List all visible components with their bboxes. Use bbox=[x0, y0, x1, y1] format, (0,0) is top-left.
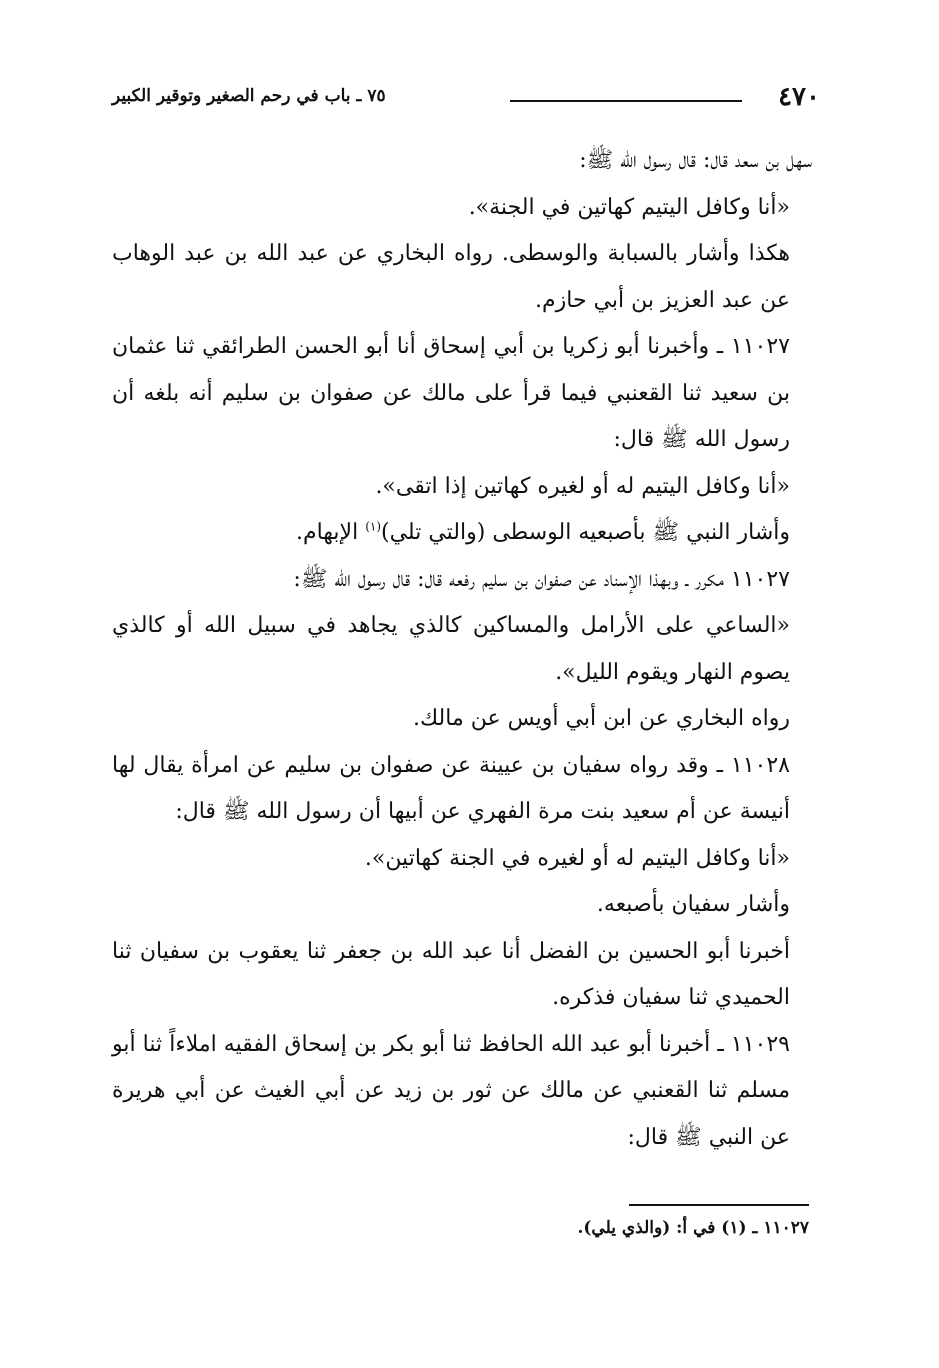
hadith-paragraph: ١١٠٢٩ ـ أخبرنا أبو عبد الله الحافظ ثنا أبو بكر بن إسحاق الفقيه املاءاً ثنا أبو مسلم ثنا القعنبي عن مالك عن ثور بن زيد عن أبي الغيث عن أبي هريرة عن النبي ﷺ قال: bbox=[112, 1031, 790, 1150]
paragraph: هكذا وأشار بالسبابة والوسطى. رواه البخاري عن عبد الله بن عبد الوهاب عن عبد العزيز بن أبي حازم. bbox=[112, 241, 790, 313]
paragraph: أخبرنا أبو الحسين بن الفضل أنا عبد الله بن جعفر ثنا يعقوب بن سفيان ثنا الحميدي ثنا سفيان فذكره. bbox=[112, 938, 790, 1010]
hadith-quote: «الساعي على الأرامل والمساكين كالذي يجاهد في سبيل الله أو كالذي يصوم النهار ويقوم الليل». bbox=[112, 613, 790, 685]
hadith-quote: «أنا وكافل اليتيم كهاتين في الجنة». bbox=[468, 194, 790, 220]
page-number: ٤٧٠ bbox=[778, 82, 820, 112]
main-text bbox=[112, 138, 812, 1161]
hadith-paragraph: ١١٠٢٧ ـ وأخبرنا أبو زكريا بن أبي إسحاق أنا أبو الحسن الطرائقي ثنا عثمان بن سعيد ثنا القعنبي فيما قرأ على مالك عن صفوان بن سليم أنه بلغه أن رسول الله ﷺ قال: bbox=[112, 334, 790, 452]
hadith-quote: «أنا وكافل اليتيم له أو لغيره في الجنة كهاتين». bbox=[364, 845, 790, 871]
footnote-rule bbox=[629, 1204, 809, 1206]
hadith-paragraph: ١١٠٢٧ مكرر ـ وبهذا الإسناد عن صفوان بن سليم رفعه قال: قال رسول الله ﷺ: bbox=[293, 566, 790, 592]
paragraph: رواه البخاري عن ابن أبي أويس عن مالك. bbox=[413, 706, 790, 731]
hadith-paragraph: ١١٠٢٨ ـ وقد رواه سفيان بن عيينة عن صفوان بن سليم عن امرأة يقال لها أنيسة عن أم سعيد بنت مرة الفهري عن أبيها أن رسول الله ﷺ قال: bbox=[112, 752, 790, 824]
footnote: ١١٠٢٧ ـ (١) في أ: (والذي يلي). bbox=[577, 1218, 809, 1238]
paragraph: وأشار سفيان بأصبعه. bbox=[596, 892, 790, 917]
paragraph-text-tail: الإبهام. bbox=[295, 520, 366, 545]
hadith-quote: «أنا وكافل اليتيم له أو لغيره كهاتين إذا اتقى». bbox=[375, 473, 790, 499]
paragraph: سهل بن سعد قال: قال رسول الله ﷺ: bbox=[579, 148, 812, 173]
paragraph-text: وأشار النبي ﷺ بأصبعيه الوسطى (والتي تلي) bbox=[381, 520, 790, 545]
paragraph-with-note bbox=[112, 510, 812, 557]
page-header bbox=[112, 82, 820, 116]
running-title: ٧٥ ـ باب في رحم الصغير وتوقير الكبير bbox=[112, 86, 386, 106]
footnote-marker[interactable]: (١) bbox=[365, 519, 382, 534]
header-rule bbox=[510, 100, 742, 102]
